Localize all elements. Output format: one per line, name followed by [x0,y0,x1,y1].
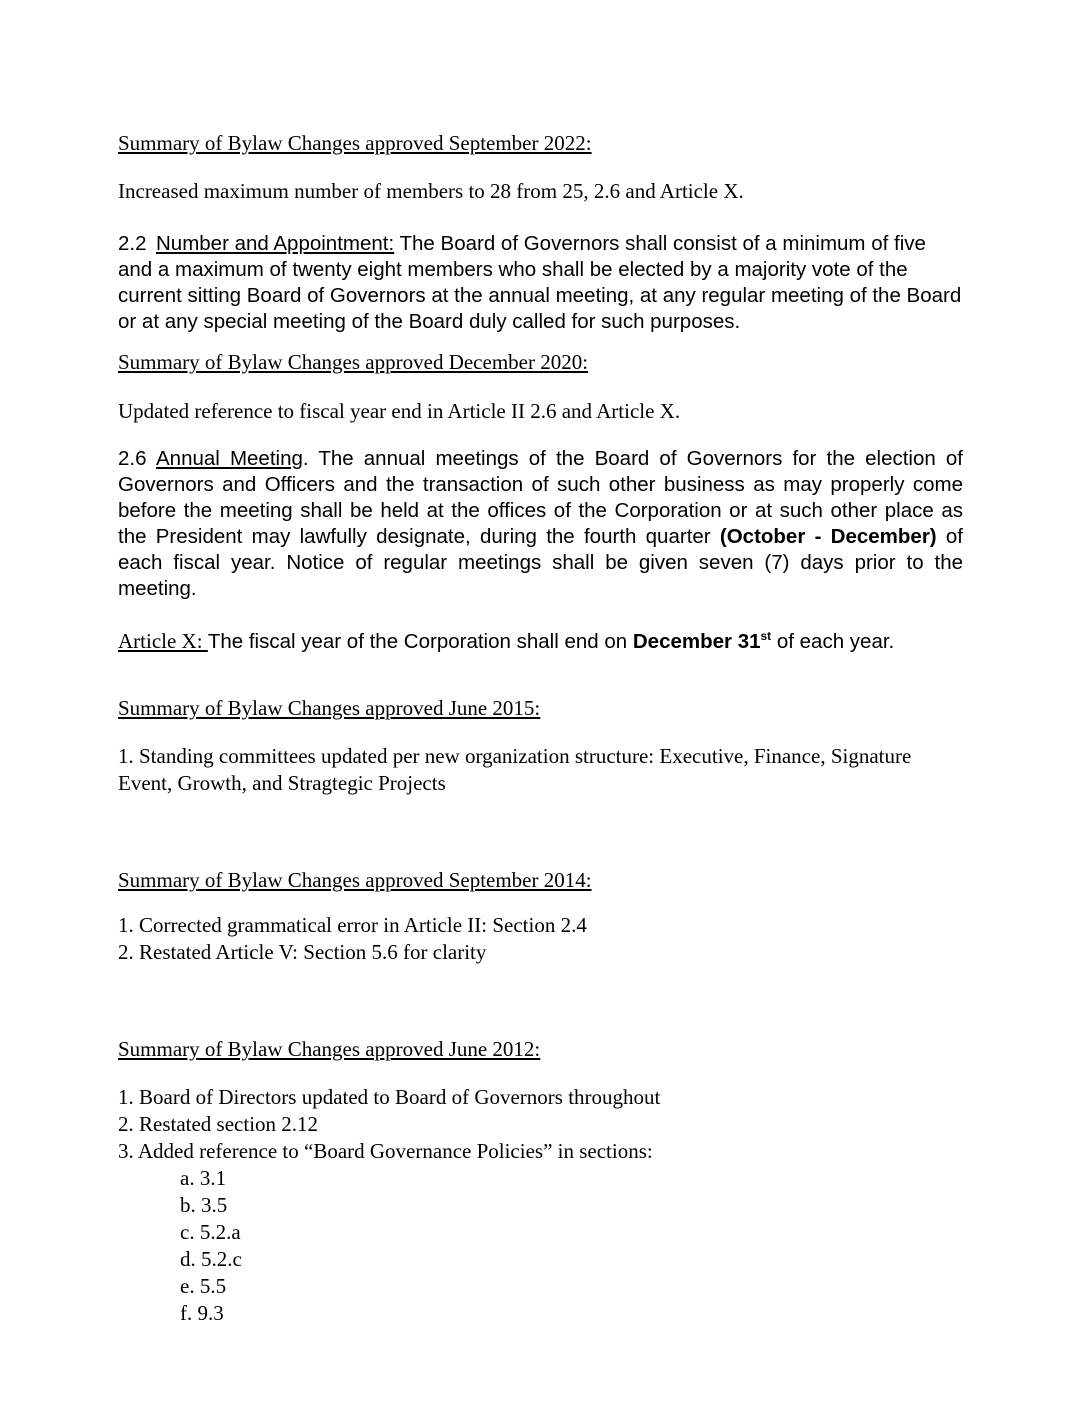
document-body [118,130,963,1327]
clause-2-6-title: Annual Meeting [156,447,303,470]
list-item-2015-1: 1. Standing committees updated per new organization structure: Executive, Finance, Signature Event, Growth, and Stragtegic Projects [118,743,912,795]
list-item-2012-1: 1. Board of Directors updated to Board of Governors throughout [118,1084,661,1109]
clause-2-6-body-start: . The annual meetings of the Board of Governors for the election of Governors and Officers and the transaction of such other business as may properly come before the meeting shall be held at the offices of the Corporation or at such other place as the President may lawfully designate, during the fourth quarter [118,447,963,548]
article-x-body-start: The fiscal year of the Corporation shall end on [207,629,633,653]
article-x-bold-date: December 31 [632,629,761,653]
clause-2-2-title: Number and Appointment: [156,232,395,255]
sublist-item-a: a. 3.1 [180,1165,227,1190]
section-heading-2015-text: Summary of Bylaw Changes approved June 2015: [118,695,541,720]
section-heading-2022-text: Summary of Bylaw Changes approved September 2022: [118,131,592,155]
clause-2-6 [118,446,963,602]
section-heading-2020 [118,349,963,376]
section-heading-2015 [118,695,963,722]
section-heading-2020-text: Summary of Bylaw Changes approved December 2020: [118,350,589,374]
sublist-item-d: d. 5.2.c [180,1246,242,1271]
clause-2-2-body: The Board of Governors shall consist of a minimum of five and a maximum of twenty eight members who shall be elected by a majority vote of the current sitting Board of Governors at the annual meeting, at any regular meeting of the Board or at any special meeting of the Board duly called for such purposes. [118,232,962,333]
sublist-item-b: b. 3.5 [180,1192,228,1217]
section-heading-2012 [118,1036,963,1063]
list-item-2014-2: 2. Restated Article V: Section 5.6 for clarity [118,939,487,964]
article-x-label: Article X: [118,628,208,653]
clause-2-6-bold-phrase: (October - December) [719,525,937,548]
list-2012 [118,1084,963,1165]
section-heading-2022 [118,130,963,157]
clause-2-6-number: 2.6 [118,447,147,470]
clause-2-2 [118,231,963,335]
sublist-item-e: e. 5.5 [180,1273,227,1298]
sublist-item-c: c. 5.2.a [180,1219,241,1244]
article-x-line [118,623,963,655]
list-2014 [118,912,963,966]
clause-2-2-number: 2.2 [118,232,147,255]
summary-line-2022: Increased maximum number of members to 28 from 25, 2.6 and Article X. [118,179,744,203]
sublist-item-f: f. 9.3 [180,1300,224,1325]
section-heading-2012-text: Summary of Bylaw Changes approved June 2012: [118,1036,541,1061]
list-item-2012-2: 2. Restated section 2.12 [118,1111,319,1136]
sublist-2012-sections [118,1165,963,1327]
article-x-body-end: of each year. [771,629,895,653]
list-item-2014-1: 1. Corrected grammatical error in Article II: Section 2.4 [118,912,587,937]
section-heading-2014 [118,867,963,894]
summary-line-2020: Updated reference to fiscal year end in Article II 2.6 and Article X. [118,399,681,423]
list-item-2012-3: 3. Added reference to “Board Governance Policies” in sections: [118,1138,653,1163]
article-x-superscript: st [760,629,772,643]
section-heading-2014-text: Summary of Bylaw Changes approved September 2014: [118,867,592,892]
clause-2-6-body-end: of each fiscal year. Notice of regular meetings shall be given seven (7) days prior to the meeting. [118,525,964,600]
